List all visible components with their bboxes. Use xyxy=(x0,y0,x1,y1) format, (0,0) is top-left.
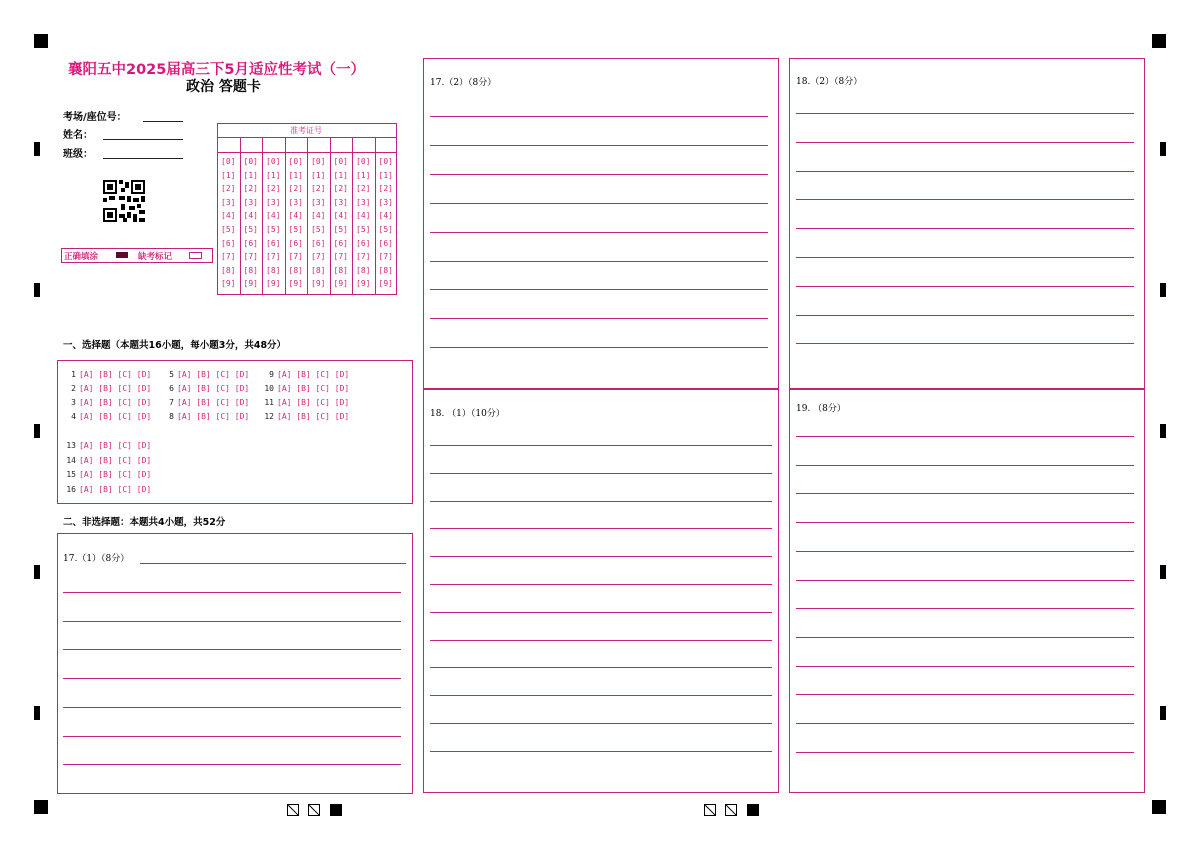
digit-bubble[interactable]: [0] xyxy=(378,157,393,166)
answer-line[interactable] xyxy=(796,723,1134,724)
answer-line[interactable] xyxy=(430,667,772,668)
answer-line[interactable] xyxy=(796,315,1134,316)
digit-bubble[interactable]: [8] xyxy=(243,265,258,275)
choice-item[interactable] xyxy=(160,412,249,421)
digit-bubble[interactable]: [3] xyxy=(378,197,393,207)
digit-bubble[interactable]: [2] xyxy=(333,184,348,194)
timing-mark xyxy=(34,706,40,720)
choice-item[interactable] xyxy=(260,412,349,421)
page-mark-solid xyxy=(330,804,342,816)
digit-bubble[interactable]: [2] xyxy=(311,184,326,194)
page-subtitle: 政治 答题卡 xyxy=(186,79,261,95)
digit-bubble[interactable]: [1] xyxy=(243,170,258,180)
answer-line[interactable] xyxy=(430,528,772,529)
page-title: 襄阳五中2025届高三下5月适应性考试（一） xyxy=(68,62,365,78)
answer-line[interactable] xyxy=(796,113,1134,114)
digit-bubble[interactable]: [6] xyxy=(311,238,326,248)
choice-number: 4 xyxy=(71,412,76,421)
answer-line[interactable] xyxy=(430,318,768,319)
corner-mark-bottom-right xyxy=(1152,800,1166,814)
choice-options[interactable]: [A] [B] [C] [D] xyxy=(79,484,152,494)
answer-line[interactable] xyxy=(63,707,401,708)
timing-mark xyxy=(34,424,40,438)
answer-line[interactable] xyxy=(63,592,401,593)
choice-number: 11 xyxy=(264,398,274,407)
choice-options[interactable]: [A] [B] [C] [D] xyxy=(79,384,152,393)
digit-bubble[interactable]: [5] xyxy=(288,225,303,234)
absent-mark-label: 缺考标记 xyxy=(138,252,173,262)
digit-bubble[interactable]: [8] xyxy=(378,265,393,275)
digit-bubble[interactable]: [9] xyxy=(311,279,326,289)
answer-line[interactable] xyxy=(796,465,1134,466)
digit-bubble[interactable]: [5] xyxy=(243,225,258,234)
digit-bubble[interactable]: [9] xyxy=(221,279,236,289)
digit-bubble[interactable]: [3] xyxy=(333,197,348,207)
answer-box-q19 xyxy=(789,389,1145,793)
answer-line[interactable] xyxy=(796,522,1134,523)
answer-line[interactable] xyxy=(796,228,1134,229)
choice-options[interactable]: [A] [B] [C] [D] xyxy=(79,455,152,465)
answer-line[interactable] xyxy=(430,145,768,146)
digit-bubble[interactable]: [2] xyxy=(288,184,303,194)
digit-bubble[interactable]: [6] xyxy=(378,238,393,248)
correct-fill-label: 正确填涂 xyxy=(64,252,99,262)
choice-item[interactable] xyxy=(160,384,249,393)
choice-number: 5 xyxy=(169,370,174,379)
answer-box-q18-1 xyxy=(423,389,779,793)
choice-number: 16 xyxy=(66,484,76,494)
digit-bubble[interactable]: [0] xyxy=(288,157,303,166)
timing-mark xyxy=(1160,565,1166,579)
choice-number: 6 xyxy=(169,384,174,393)
timing-mark xyxy=(1160,283,1166,297)
choice-number: 15 xyxy=(66,470,76,479)
digit-bubble[interactable]: [9] xyxy=(333,279,348,289)
digit-bubble[interactable]: [0] xyxy=(221,157,236,166)
choice-options[interactable]: [A] [B] [C] [D] xyxy=(79,441,152,450)
answer-line[interactable] xyxy=(430,723,772,724)
answer-line[interactable] xyxy=(430,116,768,117)
grid-column-divider xyxy=(240,137,241,295)
grid-column-divider xyxy=(330,137,331,295)
corner-mark-top-left xyxy=(34,34,48,48)
choice-item[interactable] xyxy=(260,370,349,379)
answer-line[interactable] xyxy=(430,232,768,233)
absent-mark-box[interactable] xyxy=(189,252,202,259)
digit-bubble[interactable]: [9] xyxy=(243,279,258,289)
timing-mark xyxy=(34,565,40,579)
corner-mark-top-right xyxy=(1152,34,1166,48)
answer-line[interactable] xyxy=(63,621,401,622)
choice-options[interactable]: [A] [B] [C] [D] xyxy=(79,470,152,479)
digit-bubble[interactable]: [8] xyxy=(266,265,281,275)
choice-options[interactable]: [A] [B] [C] [D] xyxy=(177,384,250,393)
answer-box-q17-1 xyxy=(57,533,413,794)
page-mark-slash xyxy=(287,804,299,816)
digit-bubble[interactable]: [6] xyxy=(221,238,236,248)
digit-bubble[interactable]: [7] xyxy=(356,252,371,262)
digit-bubble[interactable]: [6] xyxy=(356,238,371,248)
grid-column-divider xyxy=(307,137,308,295)
room-seat-field[interactable] xyxy=(143,121,183,122)
digit-bubble[interactable]: [5] xyxy=(266,225,281,234)
q17-1-label: 17.（1）（8分） xyxy=(63,554,130,564)
digit-bubble[interactable]: [7] xyxy=(266,252,281,262)
digit-bubble[interactable]: [1] xyxy=(378,170,393,180)
digit-bubble[interactable]: [4] xyxy=(378,211,393,221)
digit-bubble[interactable]: [8] xyxy=(288,265,303,275)
section2-title: 二、非选择题：本题共4小题，共52分 xyxy=(63,517,226,528)
choice-number: 12 xyxy=(264,412,274,421)
choice-options[interactable]: [A] [B] [C] [D] xyxy=(277,370,350,379)
digit-bubble[interactable]: [1] xyxy=(333,170,348,180)
answer-line[interactable] xyxy=(796,199,1134,200)
digit-bubble[interactable]: [9] xyxy=(288,279,303,289)
digit-bubble[interactable]: [6] xyxy=(243,238,258,248)
q18-1-label: 18. （1）（10分） xyxy=(430,409,505,419)
digit-bubble[interactable]: [2] xyxy=(356,184,371,194)
digit-bubble[interactable]: [9] xyxy=(266,279,281,289)
choice-item[interactable] xyxy=(62,370,151,379)
digit-bubble[interactable]: [2] xyxy=(266,184,281,194)
choice-number: 7 xyxy=(169,398,174,407)
answer-line[interactable] xyxy=(796,580,1134,581)
answer-line[interactable] xyxy=(796,694,1134,695)
digit-bubble[interactable]: [0] xyxy=(333,157,348,166)
choice-number: 10 xyxy=(264,384,274,393)
digit-bubble[interactable]: [6] xyxy=(288,238,303,248)
choice-options[interactable]: [A] [B] [C] [D] xyxy=(79,398,152,407)
answer-box-q18-2 xyxy=(789,58,1145,389)
digit-bubble[interactable]: [8] xyxy=(221,265,236,275)
digit-bubble[interactable]: [4] xyxy=(243,211,258,221)
answer-line[interactable] xyxy=(140,563,406,564)
digit-bubble[interactable]: [2] xyxy=(243,184,258,194)
choice-options[interactable]: [A] [B] [C] [D] xyxy=(79,370,152,379)
digit-bubble[interactable]: [2] xyxy=(221,184,236,194)
digit-bubble[interactable]: [6] xyxy=(333,238,348,248)
digit-bubble[interactable]: [3] xyxy=(311,197,326,207)
digit-bubble[interactable]: [0] xyxy=(311,157,326,166)
digit-bubble[interactable]: [3] xyxy=(221,197,236,207)
answer-line[interactable] xyxy=(430,751,772,752)
digit-bubble[interactable]: [3] xyxy=(243,197,258,207)
answer-line[interactable] xyxy=(796,637,1134,638)
choice-number: 8 xyxy=(169,412,174,421)
grid-column-divider xyxy=(262,137,263,295)
page-mark-slash xyxy=(725,804,737,816)
answer-line[interactable] xyxy=(63,736,401,737)
timing-mark xyxy=(34,142,40,156)
digit-bubble[interactable]: [0] xyxy=(356,157,371,166)
choice-item[interactable] xyxy=(260,398,349,407)
choice-options[interactable]: [A] [B] [C] [D] xyxy=(277,398,350,407)
choice-item[interactable] xyxy=(62,456,151,465)
answer-line[interactable] xyxy=(796,551,1134,552)
answer-line[interactable] xyxy=(796,752,1134,753)
choice-number: 1 xyxy=(71,370,76,379)
choice-number: 2 xyxy=(71,384,76,393)
name-label: 姓名： xyxy=(63,130,93,141)
digit-bubble[interactable]: [9] xyxy=(356,279,371,289)
digit-bubble[interactable]: [1] xyxy=(221,170,236,180)
digit-bubble[interactable]: [8] xyxy=(311,265,326,275)
answer-line[interactable] xyxy=(430,501,772,502)
digit-bubble[interactable]: [2] xyxy=(378,184,393,194)
page-mark-solid xyxy=(747,804,759,816)
answer-line[interactable] xyxy=(430,612,772,613)
answer-line[interactable] xyxy=(430,347,768,348)
answer-line[interactable] xyxy=(430,556,772,557)
answer-line[interactable] xyxy=(796,666,1134,667)
digit-bubble[interactable]: [4] xyxy=(221,211,236,221)
section1-title: 一、选择题（本题共16小题，每小题3分，共48分） xyxy=(63,340,287,351)
digit-bubble[interactable]: [3] xyxy=(266,197,281,207)
choice-number: 3 xyxy=(71,398,76,407)
multiple-choice-box xyxy=(57,360,413,504)
digit-bubble[interactable]: [7] xyxy=(288,252,303,262)
choice-item[interactable] xyxy=(62,470,151,479)
digit-bubble[interactable]: [1] xyxy=(311,170,326,180)
answer-line[interactable] xyxy=(796,493,1134,494)
grid-column-divider xyxy=(352,137,353,295)
digit-bubble[interactable]: [4] xyxy=(356,211,371,221)
digit-bubble[interactable]: [9] xyxy=(378,279,393,289)
answer-line[interactable] xyxy=(63,649,401,650)
choice-number: 13 xyxy=(66,441,76,450)
answer-line[interactable] xyxy=(430,445,772,446)
digit-bubble[interactable]: [5] xyxy=(311,225,326,234)
q18-2-label: 18.（2）（8分） xyxy=(796,77,863,87)
answer-box-q17-2 xyxy=(423,58,779,389)
digit-bubble[interactable]: [5] xyxy=(221,225,236,234)
timing-mark xyxy=(1160,706,1166,720)
answer-line[interactable] xyxy=(430,473,772,474)
choice-item[interactable] xyxy=(160,398,249,407)
digit-bubble[interactable]: [7] xyxy=(378,252,393,262)
class-label: 班级： xyxy=(63,149,93,160)
choice-options[interactable]: [A] [B] [C] [D] xyxy=(79,412,152,421)
answer-line[interactable] xyxy=(796,608,1134,609)
digit-bubble[interactable]: [3] xyxy=(288,197,303,207)
choice-item[interactable] xyxy=(62,398,151,407)
digit-bubble[interactable]: [7] xyxy=(333,252,348,262)
answer-line[interactable] xyxy=(63,678,401,679)
answer-line[interactable] xyxy=(430,261,768,262)
q17-2-label: 17.（2）（8分） xyxy=(430,78,497,88)
timing-mark xyxy=(1160,424,1166,438)
answer-line[interactable] xyxy=(430,203,768,204)
answer-line[interactable] xyxy=(796,286,1134,287)
choice-number: 9 xyxy=(269,370,274,379)
digit-bubble[interactable]: [0] xyxy=(243,157,258,166)
digit-bubble[interactable]: [5] xyxy=(333,225,348,234)
digit-bubble[interactable]: [4] xyxy=(266,211,281,221)
digit-bubble[interactable]: [4] xyxy=(288,211,303,221)
room-seat-label: 考场/座位号： xyxy=(63,112,127,123)
digit-bubble[interactable]: [7] xyxy=(311,252,326,262)
digit-bubble[interactable]: [3] xyxy=(356,197,371,207)
digit-bubble[interactable]: [0] xyxy=(266,157,281,166)
digit-bubble[interactable]: [1] xyxy=(288,170,303,180)
admission-number-label: 准考证号 xyxy=(290,126,322,135)
answer-line[interactable] xyxy=(430,584,772,585)
timing-mark xyxy=(34,283,40,297)
answer-line[interactable] xyxy=(796,257,1134,258)
timing-mark xyxy=(1160,142,1166,156)
corner-mark-bottom-left xyxy=(34,800,48,814)
choice-options[interactable]: [A] [B] [C] [D] xyxy=(277,412,350,421)
digit-bubble[interactable]: [8] xyxy=(333,265,348,275)
answer-line[interactable] xyxy=(430,695,772,696)
digit-bubble[interactable]: [6] xyxy=(266,238,281,248)
answer-line[interactable] xyxy=(430,289,768,290)
choice-options[interactable]: [A] [B] [C] [D] xyxy=(177,370,250,379)
digit-bubble[interactable]: [4] xyxy=(311,211,326,221)
digit-bubble[interactable]: [7] xyxy=(243,252,258,262)
qr-code-icon xyxy=(103,180,145,222)
digit-bubble[interactable]: [7] xyxy=(221,252,236,262)
name-field[interactable] xyxy=(103,139,183,140)
class-field[interactable] xyxy=(103,158,183,159)
page-mark-slash xyxy=(308,804,320,816)
choice-options[interactable]: [A] [B] [C] [D] xyxy=(177,398,250,407)
answer-line[interactable] xyxy=(796,171,1134,172)
choice-item[interactable] xyxy=(260,384,349,393)
digit-bubble[interactable]: [5] xyxy=(356,225,371,234)
choice-item[interactable] xyxy=(62,384,151,393)
digit-bubble[interactable]: [4] xyxy=(333,211,348,221)
choice-options[interactable]: [A] [B] [C] [D] xyxy=(277,384,350,393)
answer-line[interactable] xyxy=(430,640,772,641)
digit-bubble[interactable]: [8] xyxy=(356,265,371,275)
correct-fill-sample xyxy=(116,252,128,258)
answer-line[interactable] xyxy=(430,174,768,175)
digit-bubble[interactable]: [5] xyxy=(378,225,393,234)
choice-options[interactable]: [A] [B] [C] [D] xyxy=(177,412,250,421)
choice-item[interactable] xyxy=(62,441,151,450)
choice-item[interactable] xyxy=(62,485,151,494)
digit-bubble[interactable]: [1] xyxy=(266,170,281,180)
choice-number: 14 xyxy=(66,455,76,465)
choice-item[interactable] xyxy=(62,412,151,421)
answer-line[interactable] xyxy=(796,343,1134,344)
digit-bubble[interactable]: [1] xyxy=(356,170,371,180)
grid-column-divider xyxy=(375,137,376,295)
grid-column-divider xyxy=(285,137,286,295)
page-mark-slash xyxy=(704,804,716,816)
answer-line[interactable] xyxy=(796,142,1134,143)
q19-label: 19. （8分） xyxy=(796,404,846,414)
answer-line[interactable] xyxy=(63,764,401,765)
choice-item[interactable] xyxy=(160,370,249,379)
answer-line[interactable] xyxy=(796,436,1134,437)
